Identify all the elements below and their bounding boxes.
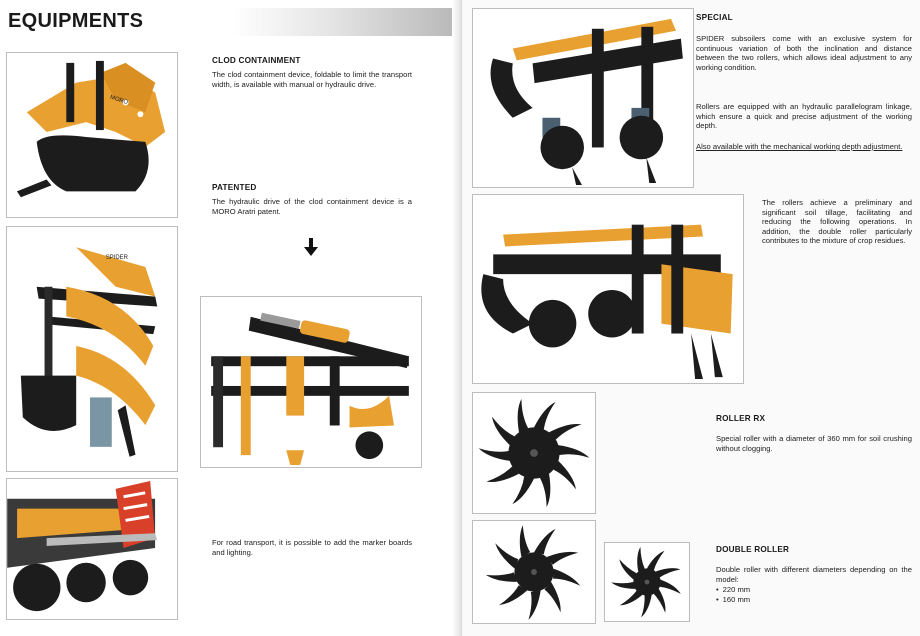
list-item: • 160 mm [716, 595, 912, 605]
spider-logo: SPIDER [105, 255, 128, 262]
list-item: • 220 mm [716, 585, 912, 595]
special-text-2: Rollers are equipped with an hydraulic parallelogram linkage, which ensure a quick and precise adjustment of the working depth. [696, 102, 912, 131]
double-roller-list [716, 585, 912, 604]
double-roller-large-photo [472, 520, 596, 624]
brand-logo: MORO [109, 94, 129, 107]
patented-text: The hydraulic drive of the clod containment device is a MORO Aratri patent. [212, 197, 412, 216]
special-rollers-photo [472, 8, 694, 188]
double-roller-text: Double roller with different diameters depending on the model: [716, 565, 912, 584]
hydraulic-drive-photo [200, 296, 422, 468]
page-title: EQUIPMENTS [8, 10, 144, 32]
roller-rx-text: Special roller with a diameter of 360 mm for soil crushing without clogging. [716, 434, 912, 453]
roller-rx-heading: ROLLER RX [716, 414, 766, 423]
road-transport-text: For road transport, it is possible to add the marker boards and lighting. [212, 538, 412, 557]
spider-clod-device-photo [6, 226, 178, 472]
rollers-side-photo [472, 194, 744, 384]
double-roller-small-photo [604, 542, 690, 622]
road-transport-photo [6, 478, 178, 620]
patented-heading: PATENTED [212, 183, 257, 192]
special-text-3: Also available with the mechanical working depth adjustment. [696, 142, 903, 151]
right-page [462, 0, 920, 636]
tillage-text: The rollers achieve a preliminary and significant soil tillage, facilitating and reducing the following operations. In addition, the double roller particularly contributes to the mixture of crop residues. [762, 198, 912, 246]
clod-containment-photo [6, 52, 178, 218]
title-gradient-bar [232, 8, 454, 36]
clod-containment-heading: CLOD CONTAINMENT [212, 56, 301, 65]
special-heading: SPECIAL [696, 13, 733, 22]
left-page [0, 0, 458, 636]
down-arrow-icon [304, 238, 318, 256]
double-roller-heading: DOUBLE ROLLER [716, 545, 790, 554]
special-text-1: SPIDER subsoilers come with an exclusive system for continuous variation of both the inclination and distance between the two rollers, which allows ideal adjustment to any working condition. [696, 34, 912, 72]
roller-rx-photo [472, 392, 596, 514]
clod-containment-text: The clod containment device, foldable to limit the transport width, is available with manual or hydraulic drive. [212, 70, 412, 89]
